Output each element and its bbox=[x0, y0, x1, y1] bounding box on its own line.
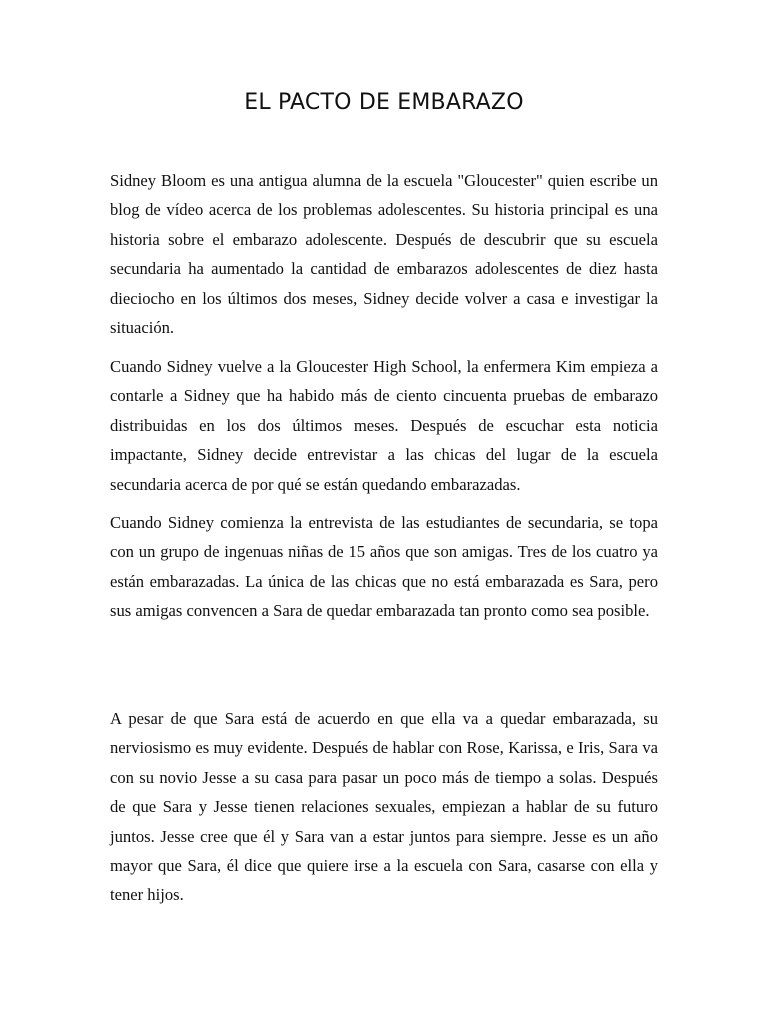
paragraph-2: Cuando Sidney vuelve a la Gloucester High School, la enfermera Kim empieza a contarle a Sidney que ha habido más de ciento cincuenta pruebas de embarazo distribuidas en los dos últimos meses. Después de escuchar esta noticia impactante, Sidney decide entrevistar a las chicas del lugar de la escuela secundaria acerca de por qué se están quedando embarazadas. bbox=[110, 357, 658, 494]
paragraph-1: Sidney Bloom es una antigua alumna de la escuela "Gloucester" quien escribe un blog de vídeo acerca de los problemas adolescentes. Su historia principal es una historia sobre el embarazo adolescente. Después de descubrir que su escuela secundaria ha aumentado la cantidad de embarazos adolescentes de diez hasta dieciocho en los últimos dos meses, Sidney decide volver a casa e investigar la situación. bbox=[110, 171, 658, 338]
paragraph-4: A pesar de que Sara está de acuerdo en que ella va a quedar embarazada, su nerviosismo es muy evidente. Después de hablar con Rose, Karissa, e Iris, Sara va con su novio Jesse a su casa para pasar un poco más de tiempo a solas. Después de que Sara y Jesse tienen relaciones sexuales, empiezan a hablar de su futuro juntos. Jesse cree que él y Sara van a estar juntos para siempre. Jesse es un año mayor que Sara, él dice que quiere irse a la escuela con Sara, casarse con ella y tener hijos. bbox=[110, 709, 658, 905]
paragraph-3: Cuando Sidney comienza la entrevista de las estudiantes de secundaria, se topa con un grupo de ingenuas niñas de 15 años que son amigas. Tres de los cuatro ya están embarazadas. La única de las chicas que no está embarazada es Sara, pero sus amigas convencen a Sara de quedar embarazada tan pronto como sea posible. bbox=[110, 513, 658, 621]
document-title: EL PACTO DE EMBARAZO bbox=[244, 90, 524, 115]
